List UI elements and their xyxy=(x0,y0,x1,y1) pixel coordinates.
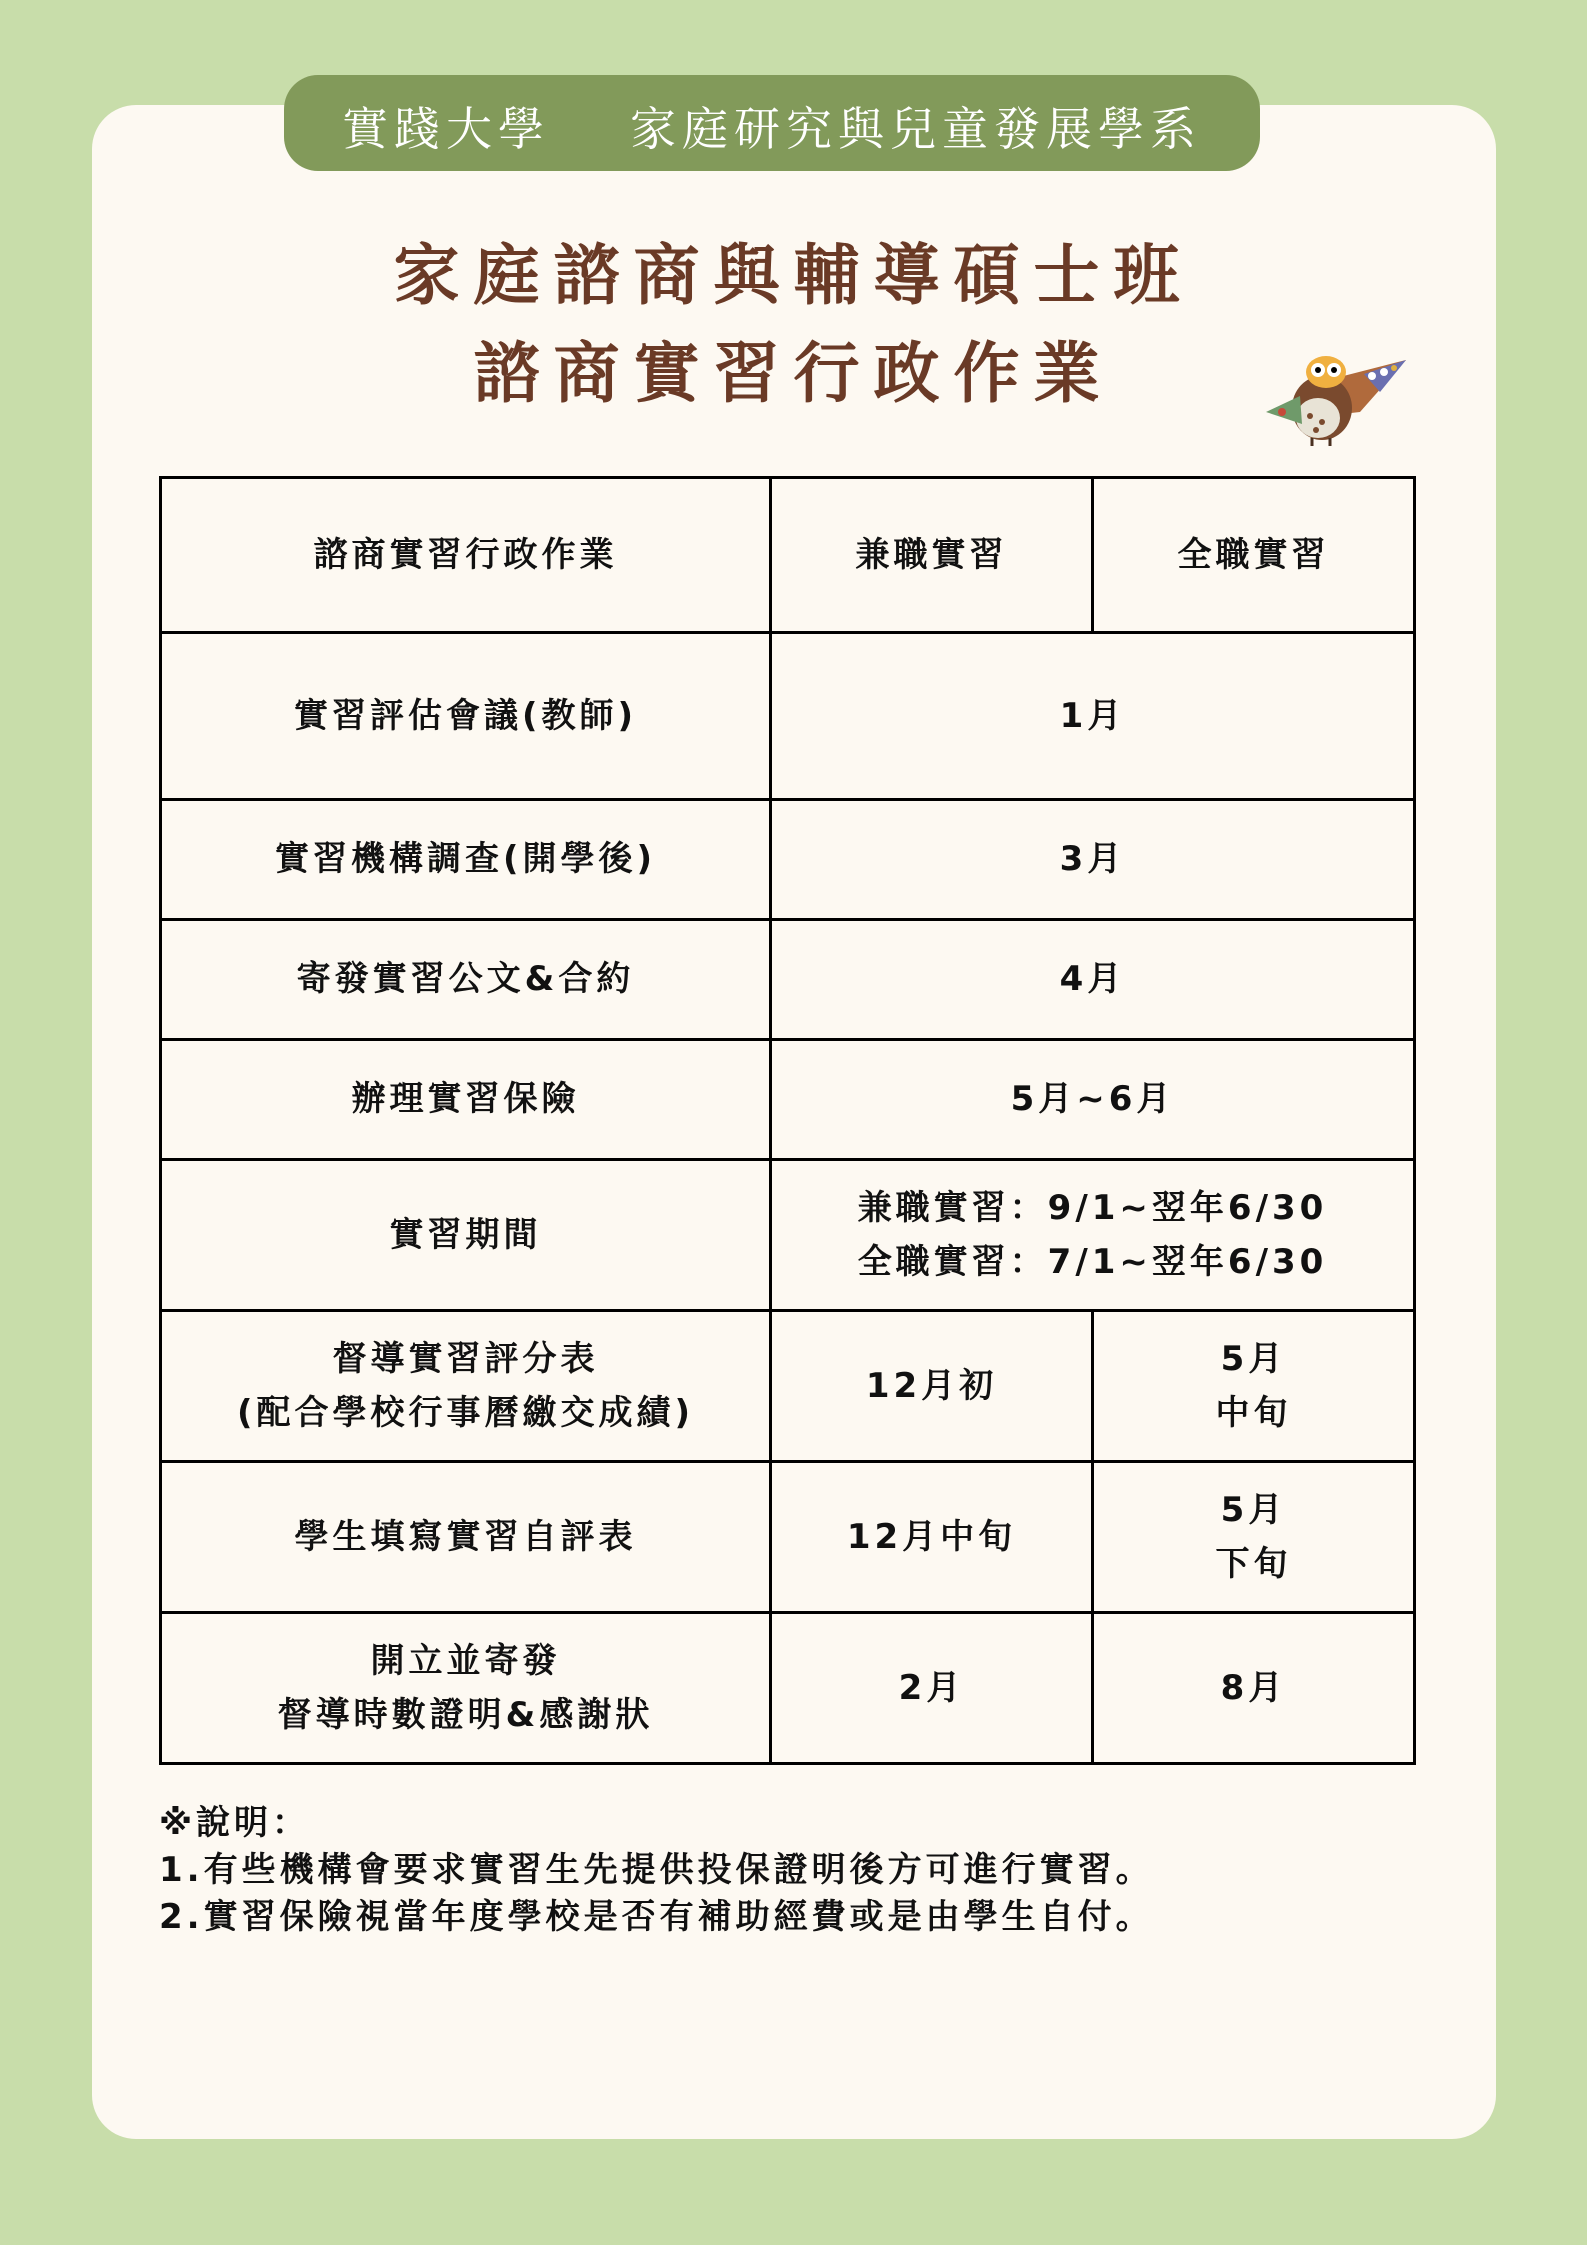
table-row xyxy=(161,633,1415,800)
full-time-cell: 8月 xyxy=(1093,1613,1415,1764)
full-time-cell xyxy=(1093,1462,1415,1613)
task-line: 督導實習評分表 xyxy=(332,1338,599,1379)
schedule-cell xyxy=(771,1160,1415,1311)
task-cell: 辦理實習保險 xyxy=(161,1040,771,1160)
task-cell: 實習機構調查(開學後) xyxy=(161,800,771,920)
schedule-table xyxy=(159,476,1416,1765)
task-line: (配合學校行事曆繳交成績) xyxy=(236,1393,695,1433)
table-row xyxy=(161,920,1415,1040)
full-time-line: 中旬 xyxy=(1215,1393,1292,1433)
note-item: 2.實習保險視當年度學校是否有補助經費或是由學生自付。 xyxy=(159,1897,1154,1937)
table-row xyxy=(161,1311,1415,1462)
part-time-cell: 12月中旬 xyxy=(771,1462,1093,1613)
schedule-cell: 1月 xyxy=(771,633,1415,800)
task-cell: 實習評估會議(教師) xyxy=(161,633,771,800)
full-time-line: 5月 xyxy=(1220,1489,1287,1530)
task-cell: 寄發實習公文&合約 xyxy=(161,920,771,1040)
part-time-cell: 2月 xyxy=(771,1613,1093,1764)
task-cell: 學生填寫實習自評表 xyxy=(161,1462,771,1613)
full-time-cell xyxy=(1093,1311,1415,1462)
table-row xyxy=(161,1160,1415,1311)
period-full-time: 全職實習：7/1~翌年6/30 xyxy=(857,1242,1328,1282)
header-cell-task: 諮商實習行政作業 xyxy=(161,478,771,633)
schedule-cell: 5月~6月 xyxy=(771,1040,1415,1160)
task-cell: 實習期間 xyxy=(161,1160,771,1311)
department-name: 家庭研究與兒童發展學系 xyxy=(630,102,1202,156)
header-banner xyxy=(284,75,1260,171)
task-line: 督導時數證明&感謝狀 xyxy=(277,1695,654,1735)
period-part-time: 兼職實習：9/1~翌年6/30 xyxy=(857,1187,1328,1228)
table-row xyxy=(161,800,1415,920)
header-cell-full-time: 全職實習 xyxy=(1093,478,1415,633)
header-cell-part-time: 兼職實習 xyxy=(771,478,1093,633)
task-line: 開立並寄發 xyxy=(370,1640,561,1681)
page-title: 家庭諮商與輔導碩士班 xyxy=(393,237,1194,314)
full-time-line: 下旬 xyxy=(1215,1544,1292,1584)
table-row xyxy=(161,1462,1415,1613)
table-header-row xyxy=(161,478,1415,633)
notes-section xyxy=(159,1800,1154,1941)
schedule-cell: 3月 xyxy=(771,800,1415,920)
university-name: 實踐大學 xyxy=(342,102,550,156)
note-item: 1.有些機構會要求實習生先提供投保證明後方可進行實習。 xyxy=(159,1850,1154,1890)
table-row xyxy=(161,1040,1415,1160)
page-subtitle: 諮商實習行政作業 xyxy=(473,335,1114,412)
task-cell xyxy=(161,1613,771,1764)
table-row xyxy=(161,1613,1415,1764)
full-time-line: 5月 xyxy=(1220,1338,1287,1379)
task-cell xyxy=(161,1311,771,1462)
part-time-cell: 12月初 xyxy=(771,1311,1093,1462)
notes-heading: ※說明： xyxy=(159,1803,311,1843)
owl-icon xyxy=(1260,352,1406,446)
schedule-cell: 4月 xyxy=(771,920,1415,1040)
